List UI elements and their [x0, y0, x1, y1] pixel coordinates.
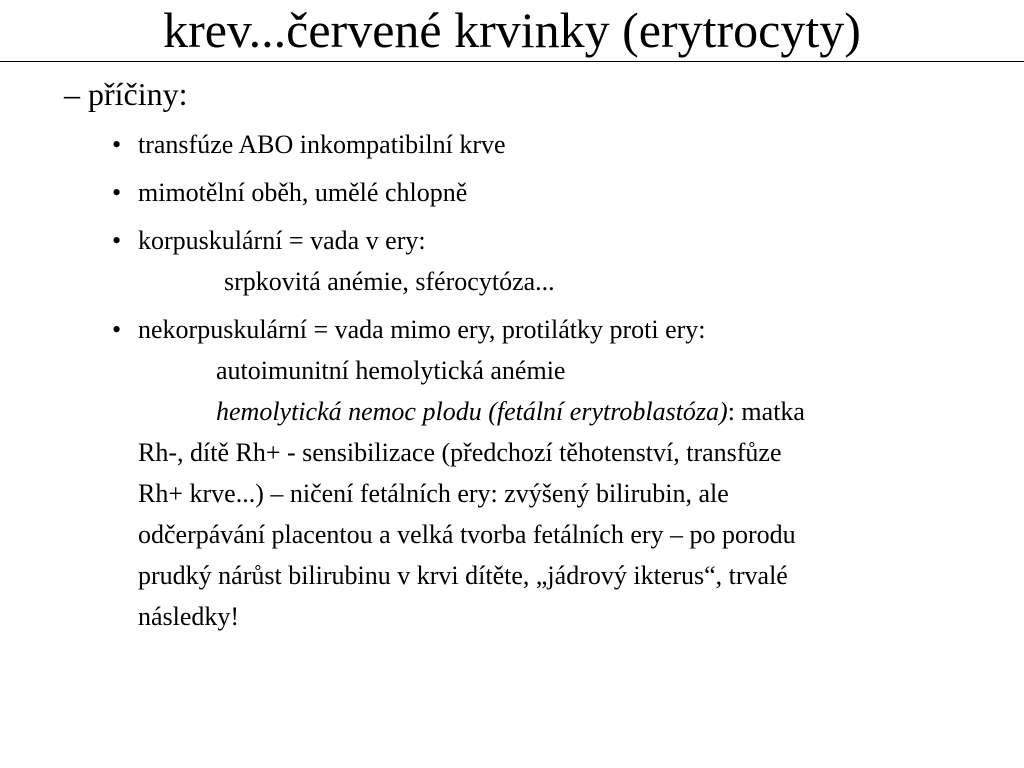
- list-item-subtext-hdn: [138, 391, 1008, 432]
- list-item-text: transfúze ABO inkompatibilní krve: [138, 130, 506, 159]
- bullet-icon: •: [112, 130, 122, 159]
- causes-list: [0, 124, 1024, 644]
- list-item-subtext: autoimunitní hemolytická anémie: [216, 356, 566, 385]
- list-item-text: korpuskulární = vada v ery:: [138, 226, 426, 255]
- list-item-continuation: Rh+ krve...) – ničení fetálních ery: zvýšený bilirubin, ale: [138, 479, 729, 508]
- hdn-term: hemolytická nemoc plodu (fetální erytroblastóza): [216, 397, 728, 426]
- bullet-icon: •: [112, 178, 122, 207]
- slide-title: krev...červené krvinky (erytrocyty): [163, 2, 861, 58]
- list-item: [0, 172, 1008, 213]
- bullet-icon: •: [112, 226, 122, 255]
- bullet-icon: •: [112, 315, 122, 344]
- list-item: [0, 309, 1008, 637]
- list-item-continuation: následky!: [138, 602, 240, 631]
- title-divider: [0, 61, 1024, 62]
- list-item-continuation: Rh-, dítě Rh+ - sensibilizace (předchozí těhotenství, transfůze: [138, 438, 782, 467]
- causes-heading: – příčiny:: [64, 76, 188, 112]
- hdn-rest: : matka: [727, 397, 805, 426]
- list-item-subtext: srpkovitá anémie, sférocytóza...: [224, 267, 555, 296]
- list-item-continuation: odčerpávání placentou a velká tvorba fetálních ery – po porodu: [138, 520, 796, 549]
- list-item-text: mimotělní oběh, umělé chlopně: [138, 178, 468, 207]
- list-item-continuation: prudký nárůst bilirubinu v krvi dítěte, „jádrový ikterus“, trvalé: [138, 561, 788, 590]
- list-item-text: nekorpuskulární = vada mimo ery, protilátky proti ery:: [138, 315, 706, 344]
- list-item: [0, 124, 1008, 165]
- list-item: [0, 220, 1008, 302]
